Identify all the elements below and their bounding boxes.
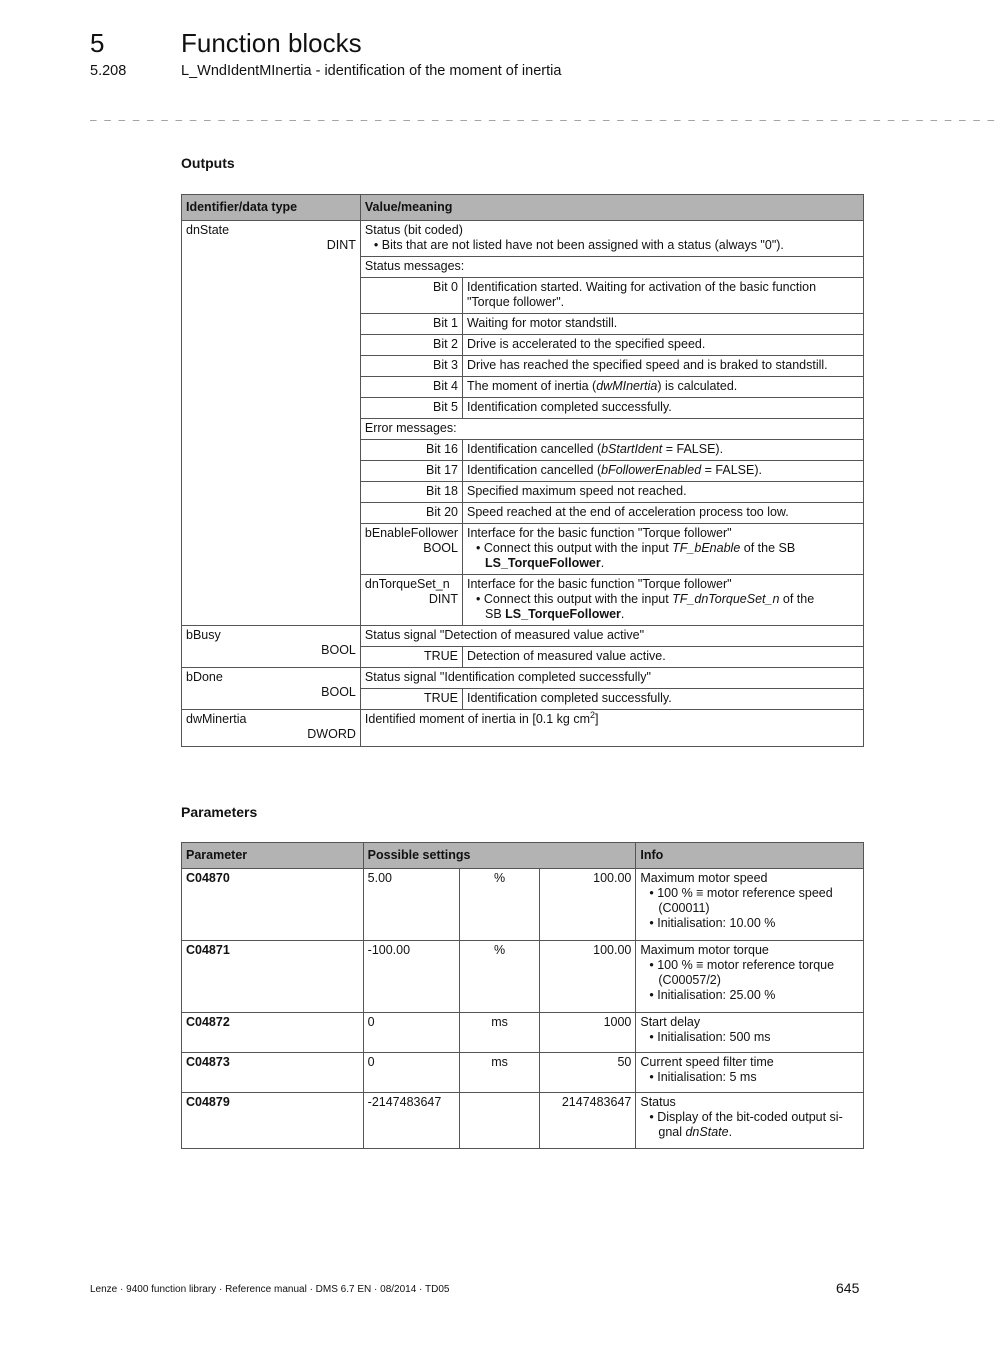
setting-min: 0 (363, 1053, 459, 1093)
bit-text (463, 461, 864, 482)
bit-number: Bit 20 (360, 503, 462, 524)
chapter-number: 5 (90, 28, 105, 58)
info-cell (636, 1093, 864, 1149)
text-part: Display of the bit-coded output si-gnal (657, 1110, 843, 1139)
identifier-cell (182, 668, 361, 710)
text-emphasis: bStartIdent (601, 442, 663, 456)
bullet-item: • Initialisation: 25.00 % (640, 988, 859, 1003)
identifier-name: bBusy (186, 628, 221, 642)
text-strong: LS_TorqueFollower (505, 607, 621, 621)
setting-unit: % (459, 941, 540, 1013)
setting-min: 0 (363, 1013, 459, 1053)
bullet-item: • Bits that are not listed have not been assigned with a status (always "0"). (365, 238, 859, 253)
identifier-name: dnTorqueSet_n (364, 577, 450, 591)
info-title: Status (640, 1095, 676, 1109)
bullet-item: • Initialisation: 500 ms (640, 1030, 859, 1045)
bit-number: Bit 16 (360, 440, 462, 461)
outputs-heading: Outputs (181, 155, 235, 171)
bullet-item: • 100 % ≡ motor reference speed (C00011) (640, 886, 859, 916)
bullet-item: • Initialisation: 10.00 % (640, 916, 859, 931)
setting-min: -2147483647 (363, 1093, 459, 1149)
identifier-cell (182, 626, 361, 668)
outputs-table (181, 194, 864, 747)
identifier-type: DINT (428, 592, 458, 606)
bit-text: Speed reached at the end of acceleration process too low. (463, 503, 864, 524)
parameters-header-row (182, 843, 864, 869)
text-emphasis: TF_bEnable (672, 541, 741, 555)
parameters-heading: Parameters (181, 804, 258, 820)
parameter-code: C04871 (182, 941, 364, 1013)
text-part: = FALSE). (701, 463, 762, 477)
value-cell (463, 524, 864, 575)
info-title: Maximum motor speed (640, 871, 768, 885)
text-part: The moment of inertia ( (467, 379, 597, 393)
table-row (182, 668, 864, 689)
bit-number: Bit 2 (360, 335, 462, 356)
identifier-cell (182, 221, 361, 626)
text-emphasis: dwMInertia (596, 379, 658, 393)
table-row (182, 710, 864, 747)
setting-unit (459, 1093, 540, 1149)
setting-max: 2147483647 (540, 1093, 636, 1149)
bit-text: Identification completed successfully. (463, 398, 864, 419)
error-messages-label: Error messages: (360, 419, 863, 440)
info-cell (636, 869, 864, 941)
setting-max: 1000 (540, 1013, 636, 1053)
table-row (182, 1093, 864, 1149)
parameter-code: C04879 (182, 1093, 364, 1149)
info-title: Current speed filter time (640, 1055, 774, 1069)
text-part: ) is calculated. (657, 379, 738, 393)
identifier-cell (360, 575, 462, 626)
bullet-item (640, 1110, 859, 1140)
bullet-continuation (467, 607, 859, 622)
description: Status signal "Detection of measured value active" (360, 626, 863, 647)
text-part: Identification cancelled ( (467, 463, 602, 477)
superscript: 2 (590, 709, 596, 720)
identifier-name: dnState (186, 223, 230, 237)
identifier-type: DWORD (307, 727, 356, 741)
text-emphasis: bFollowerEnabled (601, 463, 702, 477)
header-separator: _ _ _ _ _ _ _ _ _ _ _ _ _ _ _ _ _ _ _ _ _ _ _ _ _ _ _ _ _ _ _ _ _ _ _ _ _ _ _ _ _ _ _ _ _ _ _ _ _ _ _ _ _ _ _ _ _ _ _ _ _ _ _ _ (90, 108, 995, 121)
table-row (182, 1013, 864, 1053)
description: Status (bit coded) (364, 223, 463, 237)
info-title: Start delay (640, 1015, 701, 1029)
col-parameter: Parameter (182, 843, 364, 869)
value-cell (360, 221, 863, 257)
section-number: 5.208 (90, 63, 127, 79)
text-part: of the (779, 592, 815, 606)
value-key: TRUE (360, 689, 462, 710)
text-part: = FALSE). (662, 442, 724, 456)
setting-unit: % (459, 869, 540, 941)
table-row (182, 626, 864, 647)
parameter-code: C04870 (182, 869, 364, 941)
bullet-item (467, 592, 859, 607)
table-row (182, 869, 864, 941)
setting-unit: ms (459, 1013, 540, 1053)
bullet-item: • Initialisation: 5 ms (640, 1070, 859, 1085)
bit-text: Drive has reached the specified speed and is braked to standstill. (463, 356, 864, 377)
table-row (182, 941, 864, 1013)
identifier-name: dwMinertia (186, 712, 247, 726)
table-row (182, 1053, 864, 1093)
value-cell (463, 575, 864, 626)
text-part: of the SB (740, 541, 796, 555)
setting-min: 5.00 (363, 869, 459, 941)
identifier-cell (182, 710, 361, 747)
setting-min: -100.00 (363, 941, 459, 1013)
status-messages-label: Status messages: (360, 257, 863, 278)
bit-number: Bit 17 (360, 461, 462, 482)
text-strong: LS_TorqueFollower (485, 556, 601, 570)
identifier-name: bEnableFollower (364, 526, 458, 540)
info-cell (636, 941, 864, 1013)
col-identifier: Identifier/data type (182, 195, 361, 221)
chapter-title: Function blocks (181, 28, 362, 58)
bit-number: Bit 1 (360, 314, 462, 335)
bit-text: Identification started. Waiting for activation of the basic function "Torque follower". (463, 278, 864, 314)
info-cell (636, 1053, 864, 1093)
identifier-type: BOOL (321, 685, 356, 699)
bit-number: Bit 0 (360, 278, 462, 314)
setting-max: 50 (540, 1053, 636, 1093)
footer-document-info: Lenze · 9400 function library · Reference manual · DMS 6.7 EN · 08/2014 · TD05 (90, 1284, 450, 1295)
bit-text: Drive is accelerated to the specified speed. (463, 335, 864, 356)
parameter-code: C04872 (182, 1013, 364, 1053)
setting-unit: ms (459, 1053, 540, 1093)
text-part: ] (595, 712, 599, 726)
text-part: Connect this output with the input (483, 541, 673, 555)
parameter-code: C04873 (182, 1053, 364, 1093)
description: Status signal "Identification completed successfully" (360, 668, 863, 689)
bit-text: Specified maximum speed not reached. (463, 482, 864, 503)
description (360, 710, 863, 747)
value-text: Detection of measured value active. (463, 647, 864, 668)
section-title: L_WndIdentMInertia - identification of the moment of inertia (181, 63, 562, 79)
bit-number: Bit 5 (360, 398, 462, 419)
identifier-type: BOOL (423, 541, 458, 555)
info-cell (636, 1013, 864, 1053)
text-part: . (728, 1125, 733, 1139)
bit-text: Waiting for motor standstill. (463, 314, 864, 335)
col-possible-settings: Possible settings (363, 843, 636, 869)
bit-number: Bit 3 (360, 356, 462, 377)
col-info: Info (636, 843, 864, 869)
text-part: . (600, 556, 605, 570)
identifier-cell (360, 524, 462, 575)
text-part: SB (485, 607, 506, 621)
bit-text (463, 377, 864, 398)
outputs-header-row (182, 195, 864, 221)
info-title: Maximum motor torque (640, 943, 769, 957)
page-number: 645 (836, 1280, 860, 1296)
bit-text (463, 440, 864, 461)
table-row (182, 221, 864, 257)
value-text: Identification completed successfully. (463, 689, 864, 710)
identifier-type: DINT (326, 238, 356, 252)
bullet-item (467, 541, 859, 571)
col-value-meaning: Value/meaning (360, 195, 863, 221)
value-key: TRUE (360, 647, 462, 668)
parameters-table (181, 842, 864, 1149)
description: Interface for the basic function "Torque follower" (467, 526, 732, 540)
text-emphasis: TF_dnTorqueSet_n (672, 592, 780, 606)
bit-number: Bit 18 (360, 482, 462, 503)
text-emphasis: dnState (685, 1125, 729, 1139)
bullet-item: • 100 % ≡ motor reference torque (C00057/2) (640, 958, 859, 988)
bit-number: Bit 4 (360, 377, 462, 398)
identifier-name: bDone (186, 670, 223, 684)
text-part: Identified moment of inertia in [0.1 kg cm (364, 712, 591, 726)
text-part: Connect this output with the input (483, 592, 673, 606)
text-part: . (620, 607, 625, 621)
setting-max: 100.00 (540, 941, 636, 1013)
identifier-type: BOOL (321, 643, 356, 657)
text-part: Identification cancelled ( (467, 442, 602, 456)
description: Interface for the basic function "Torque follower" (467, 577, 732, 591)
setting-max: 100.00 (540, 869, 636, 941)
